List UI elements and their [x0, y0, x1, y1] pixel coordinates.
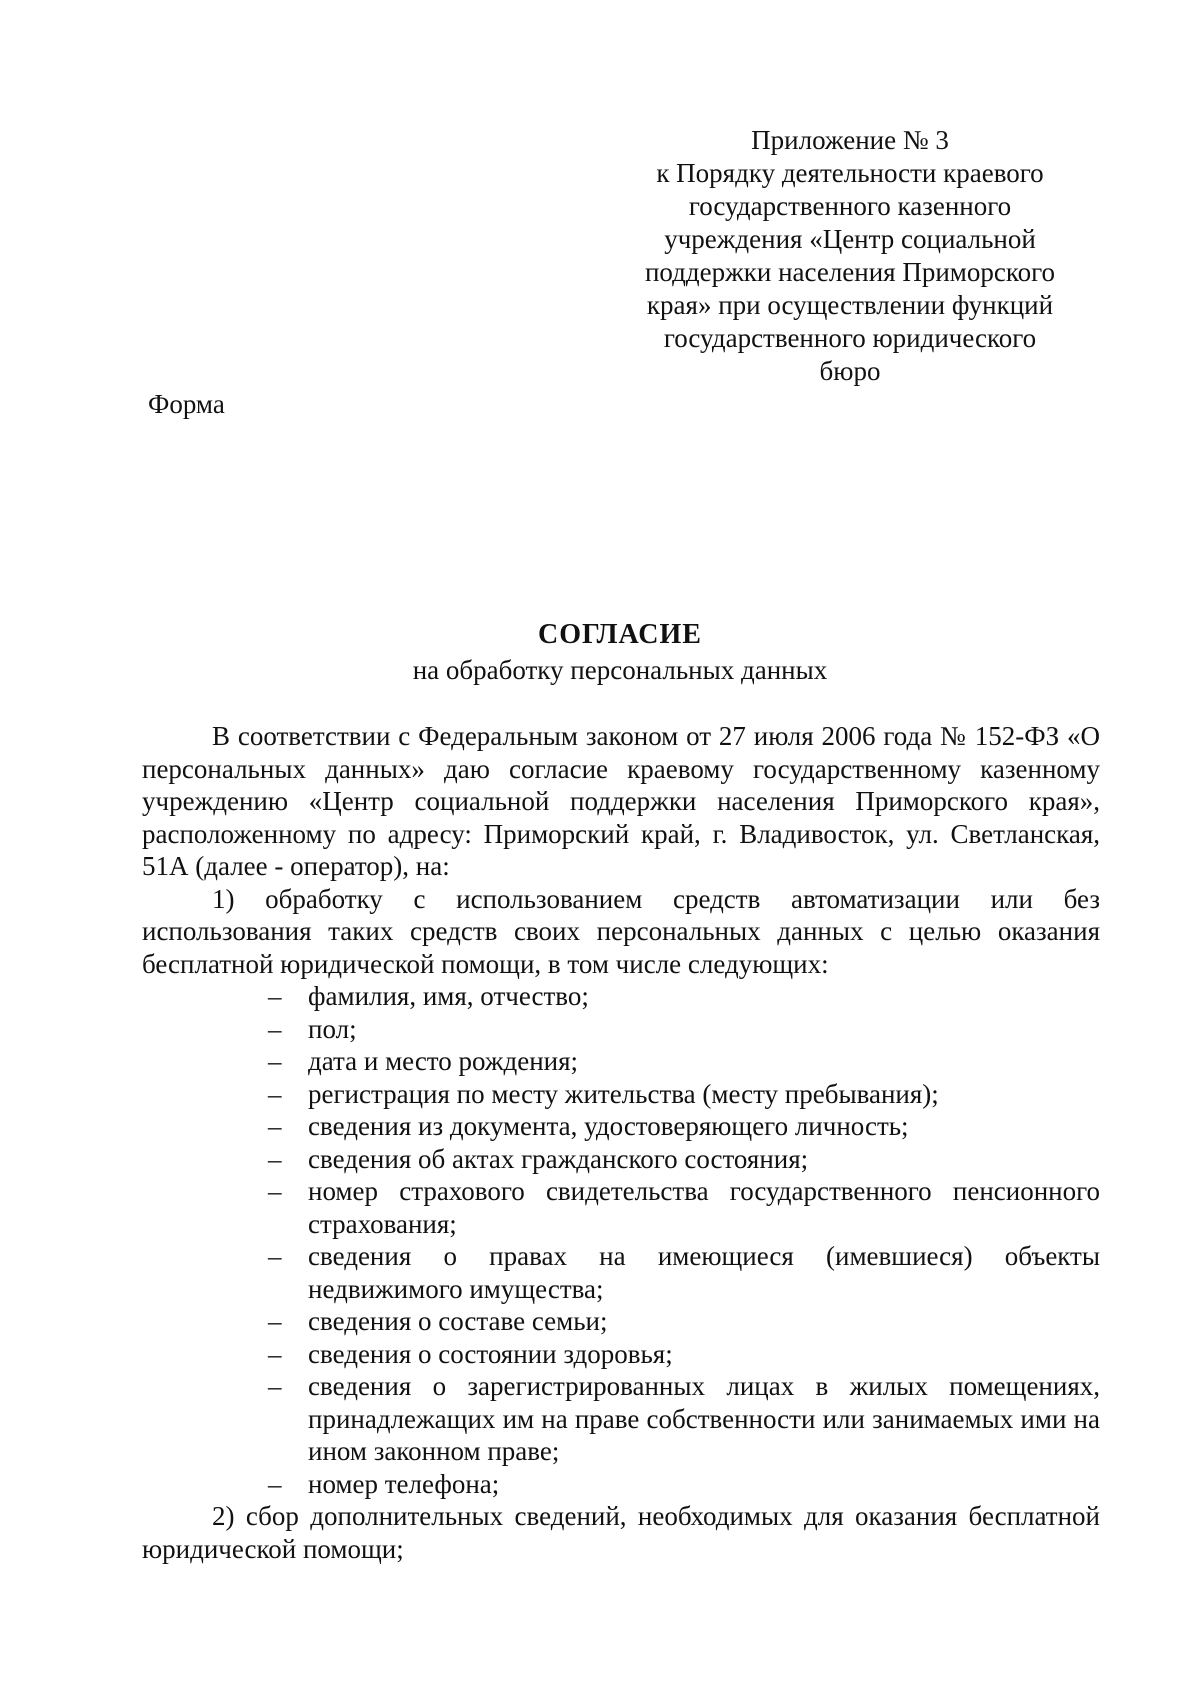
point-1-paragraph: 1) обработку с использованием средств автоматизации или без использования таких средств своих персональных данных с целью оказания бесплатной юридической помощи, в том числе следующих: [142, 883, 1100, 979]
intro-paragraph: В соответствии с Федеральным законом от 27 июля 2006 года № 152-ФЗ «О персональных данных» даю согласие краевому государственному казенному учреждению «Центр социальной поддержки населения Приморского края», расположенному по адресу: Приморский край, г. Владивосток, ул. Светланская, 51А (далее - оператор), на: [142, 721, 1100, 881]
list-item [268, 980, 1100, 1013]
list-item-text: дата и место рождения; [308, 1046, 579, 1076]
dash-marker: – [268, 1176, 282, 1206]
dash-marker: – [268, 1338, 282, 1369]
list-item [268, 1143, 1100, 1176]
dash-marker: – [268, 1306, 282, 1336]
annex-line: бюро [819, 356, 881, 386]
dash-marker: – [268, 1241, 282, 1271]
annex-line: государственного юридического [663, 323, 1037, 353]
list-item [268, 1240, 1100, 1305]
list-item-text: пол; [308, 1013, 357, 1044]
list-item [268, 1045, 1100, 1078]
list-item [268, 1305, 1100, 1338]
document-subtitle: на обработку персональных данных [412, 655, 828, 685]
list-item-text: сведения о правах на имеющиеся (имевшиеся) объекты недвижимого имущества; [308, 1241, 1100, 1304]
annex-line: к Порядку деятельности краевого [656, 158, 1044, 188]
dash-marker: – [268, 1111, 282, 1141]
list-item-text: номер страхового свидетельства государственного пенсионного страхования; [308, 1176, 1100, 1239]
list-item [268, 1338, 1100, 1371]
dash-marker: – [268, 981, 282, 1011]
list-item-text: сведения из документа, удостоверяющего личность; [308, 1111, 909, 1141]
list-item [268, 1013, 1100, 1046]
list-item-text: фамилия, имя, отчество; [308, 981, 589, 1011]
list-item-text: сведения о состоянии здоровья; [308, 1338, 673, 1369]
dash-marker: – [268, 1078, 282, 1109]
list-item [268, 1370, 1100, 1468]
annex-line: Приложение № 3 [751, 125, 949, 155]
list-item-text: сведения о составе семьи; [308, 1306, 608, 1336]
list-item [268, 1110, 1100, 1143]
dash-marker: – [268, 1371, 282, 1401]
document-title: СОГЛАСИЕ [538, 619, 702, 650]
annex-line: учреждения «Центр социальной [664, 224, 1036, 254]
dash-marker: – [268, 1143, 282, 1174]
document-body [142, 720, 1100, 1565]
dash-marker: – [268, 1468, 282, 1499]
list-item [268, 1078, 1100, 1111]
list-item [268, 1468, 1100, 1501]
form-label: Форма [148, 389, 225, 419]
list-item-text: регистрация по месту жительства (месту пребывания); [308, 1078, 939, 1109]
list-item-text: сведения о зарегистрированных лицах в жилых помещениях, принадлежащих им на праве собственности или занимаемых ими на ином законном праве; [308, 1371, 1100, 1466]
point-2-paragraph: 2) сбор дополнительных сведений, необходимых для оказания бесплатной юридической помощи; [142, 1501, 1100, 1564]
personal-data-list [142, 980, 1100, 1500]
annex-header [600, 124, 1100, 388]
list-item-text: номер телефона; [308, 1468, 500, 1499]
dash-marker: – [268, 1013, 282, 1044]
list-item [268, 1175, 1100, 1240]
dash-marker: – [268, 1046, 282, 1076]
annex-line: поддержки населения Приморского [644, 257, 1056, 287]
annex-line: государственного казенного [688, 191, 1012, 221]
list-item-text: сведения об актах гражданского состояния; [308, 1143, 809, 1174]
annex-line: края» при осуществлении функций [646, 290, 1054, 320]
